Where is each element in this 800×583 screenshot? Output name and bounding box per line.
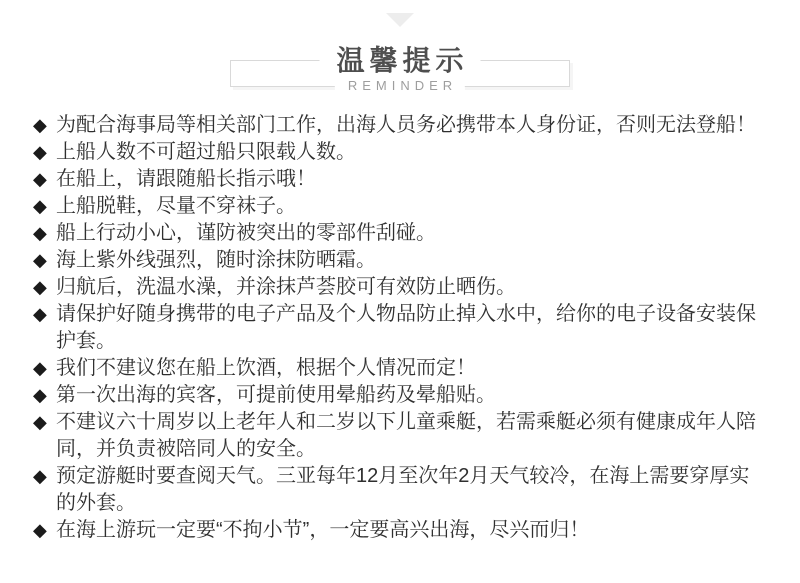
- tip-text: 在船上，请跟随船长指示哦！: [56, 168, 316, 190]
- tip-text: 海上紫外线强烈，随时涂抹防晒霜。: [56, 249, 376, 271]
- title-box: [230, 45, 570, 93]
- tip-text: 我们不建议您在船上饮酒，根据个人情况而定！: [56, 357, 476, 379]
- tip-text: 请保护好随身携带的电子产品及个人物品防止掉入水中，给你的电子设备安装保护套。: [56, 303, 756, 352]
- tip-item: [33, 166, 768, 193]
- diamond-bullet-icon: ◆: [33, 385, 47, 405]
- tip-text: 归航后，洗温水澡，并涂抹芦荟胶可有效防止晒伤。: [56, 276, 516, 298]
- tip-item: [33, 301, 768, 355]
- tip-item: [33, 193, 768, 220]
- triangle-down-icon: [386, 13, 414, 27]
- tip-item: [33, 382, 768, 409]
- diamond-bullet-icon: ◆: [33, 412, 47, 432]
- diamond-bullet-icon: ◆: [33, 304, 47, 324]
- tip-text: 第一次出海的宾客，可提前使用晕船药及晕船贴。: [56, 384, 496, 406]
- tip-text: 船上行动小心，谨防被突出的零部件刮碰。: [56, 222, 436, 244]
- diamond-bullet-icon: ◆: [33, 115, 47, 135]
- diamond-bullet-icon: ◆: [33, 223, 47, 243]
- diamond-bullet-icon: ◆: [33, 466, 47, 486]
- page-title: 温馨提示: [319, 44, 480, 78]
- tip-item: [33, 220, 768, 247]
- tip-item: [33, 409, 768, 463]
- tip-text: 在海上游玩一定要“不拘小节”，一定要高兴出海，尽兴而归！: [56, 519, 590, 541]
- tip-text: 上船脱鞋，尽量不穿袜子。: [56, 195, 296, 217]
- tip-text: 预定游艇时要查阅天气。三亚每年12月至次年2月天气较冷，在海上需要穿厚实的外套。: [56, 465, 750, 514]
- tips-list: [33, 112, 768, 544]
- tip-text: 不建议六十周岁以上老年人和二岁以下儿童乘艇，若需乘艇必须有健康成年人陪同，并负责被陪同人的安全。: [56, 411, 756, 460]
- tip-item: [33, 463, 768, 517]
- diamond-bullet-icon: ◆: [33, 142, 47, 162]
- tip-text: 为配合海事局等相关部门工作，出海人员务必携带本人身份证，否则无法登船！: [56, 114, 756, 136]
- diamond-bullet-icon: ◆: [33, 196, 47, 216]
- diamond-bullet-icon: ◆: [33, 169, 47, 189]
- diamond-bullet-icon: ◆: [33, 358, 47, 378]
- diamond-bullet-icon: ◆: [33, 520, 47, 540]
- page-subtitle: REMINDER: [335, 78, 465, 94]
- tip-item: [33, 247, 768, 274]
- diamond-bullet-icon: ◆: [33, 250, 47, 270]
- tip-text: 上船人数不可超过船只限载人数。: [56, 141, 356, 163]
- tip-item: [33, 274, 768, 301]
- tip-item: [33, 112, 768, 139]
- tip-item: [33, 355, 768, 382]
- diamond-bullet-icon: ◆: [33, 277, 47, 297]
- tip-item: [33, 139, 768, 166]
- tip-item: [33, 517, 768, 544]
